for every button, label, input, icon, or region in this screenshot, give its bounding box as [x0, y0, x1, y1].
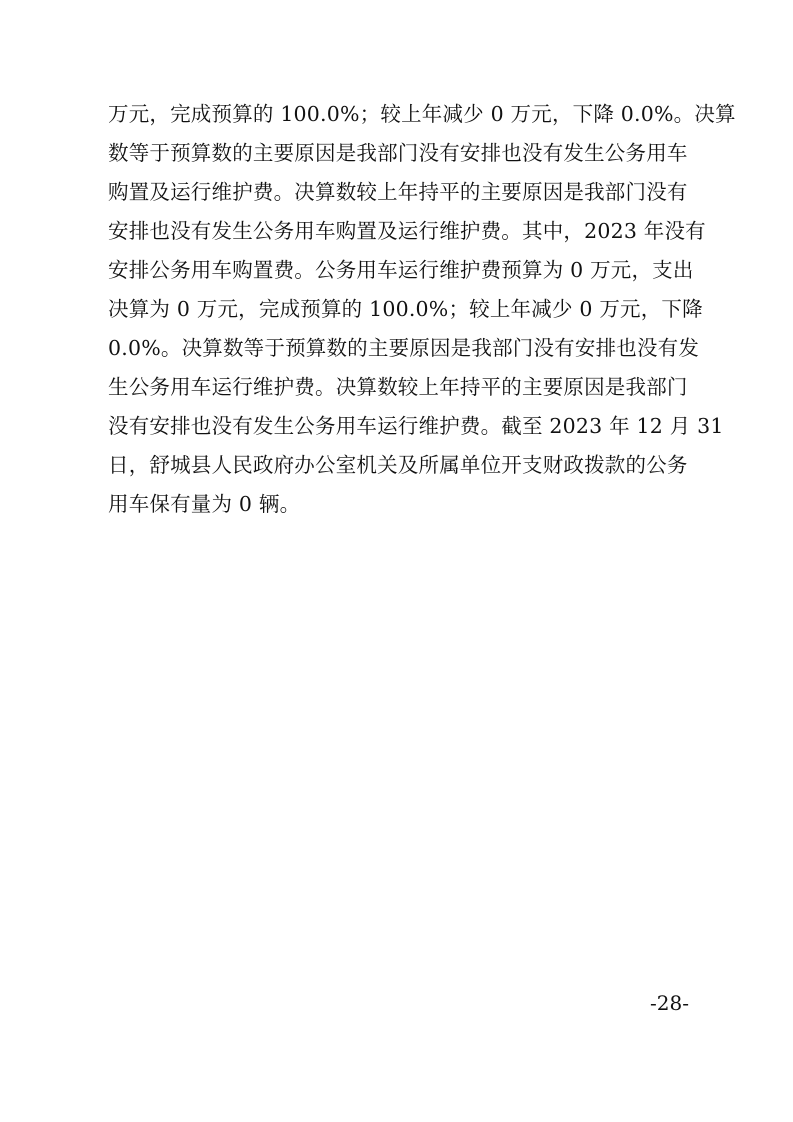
- body-paragraph: [108, 95, 736, 524]
- paragraph-line-8: 生公务用车运行维护费。决算数较上年持平的主要原因是我部门: [108, 375, 688, 399]
- paragraph-line-3: 购置及运行维护费。决算数较上年持平的主要原因是我部门没有: [108, 180, 688, 204]
- paragraph-line-5: 安排公务用车购置费。公务用车运行维护费预算为 0 万元，支出: [108, 258, 694, 282]
- paragraph-line-10: 日，舒城县人民政府办公室机关及所属单位开支财政拨款的公务: [108, 453, 688, 477]
- paragraph-line-2: 数等于预算数的主要原因是我部门没有安排也没有发生公务用车: [108, 141, 688, 165]
- paragraph-line-7: 0.0%。决算数等于预算数的主要原因是我部门没有安排也没有发: [108, 336, 700, 360]
- paragraph-line-6: 决算为 0 万元，完成预算的 100.0%；较上年减少 0 万元，下降: [108, 297, 703, 321]
- page-number: -28-: [650, 991, 689, 1015]
- paragraph-line-1: 万元，完成预算的 100.0%；较上年减少 0 万元，下降 0.0%。决算: [108, 102, 736, 126]
- paragraph-line-4: 安排也没有发生公务用车购置及运行维护费。其中，2023 年没有: [108, 219, 706, 243]
- paragraph-line-9: 没有安排也没有发生公务用车运行维护费。截至 2023 年 12 月 31: [108, 414, 724, 438]
- paragraph-line-11: 用车保有量为 0 辆。: [108, 492, 301, 516]
